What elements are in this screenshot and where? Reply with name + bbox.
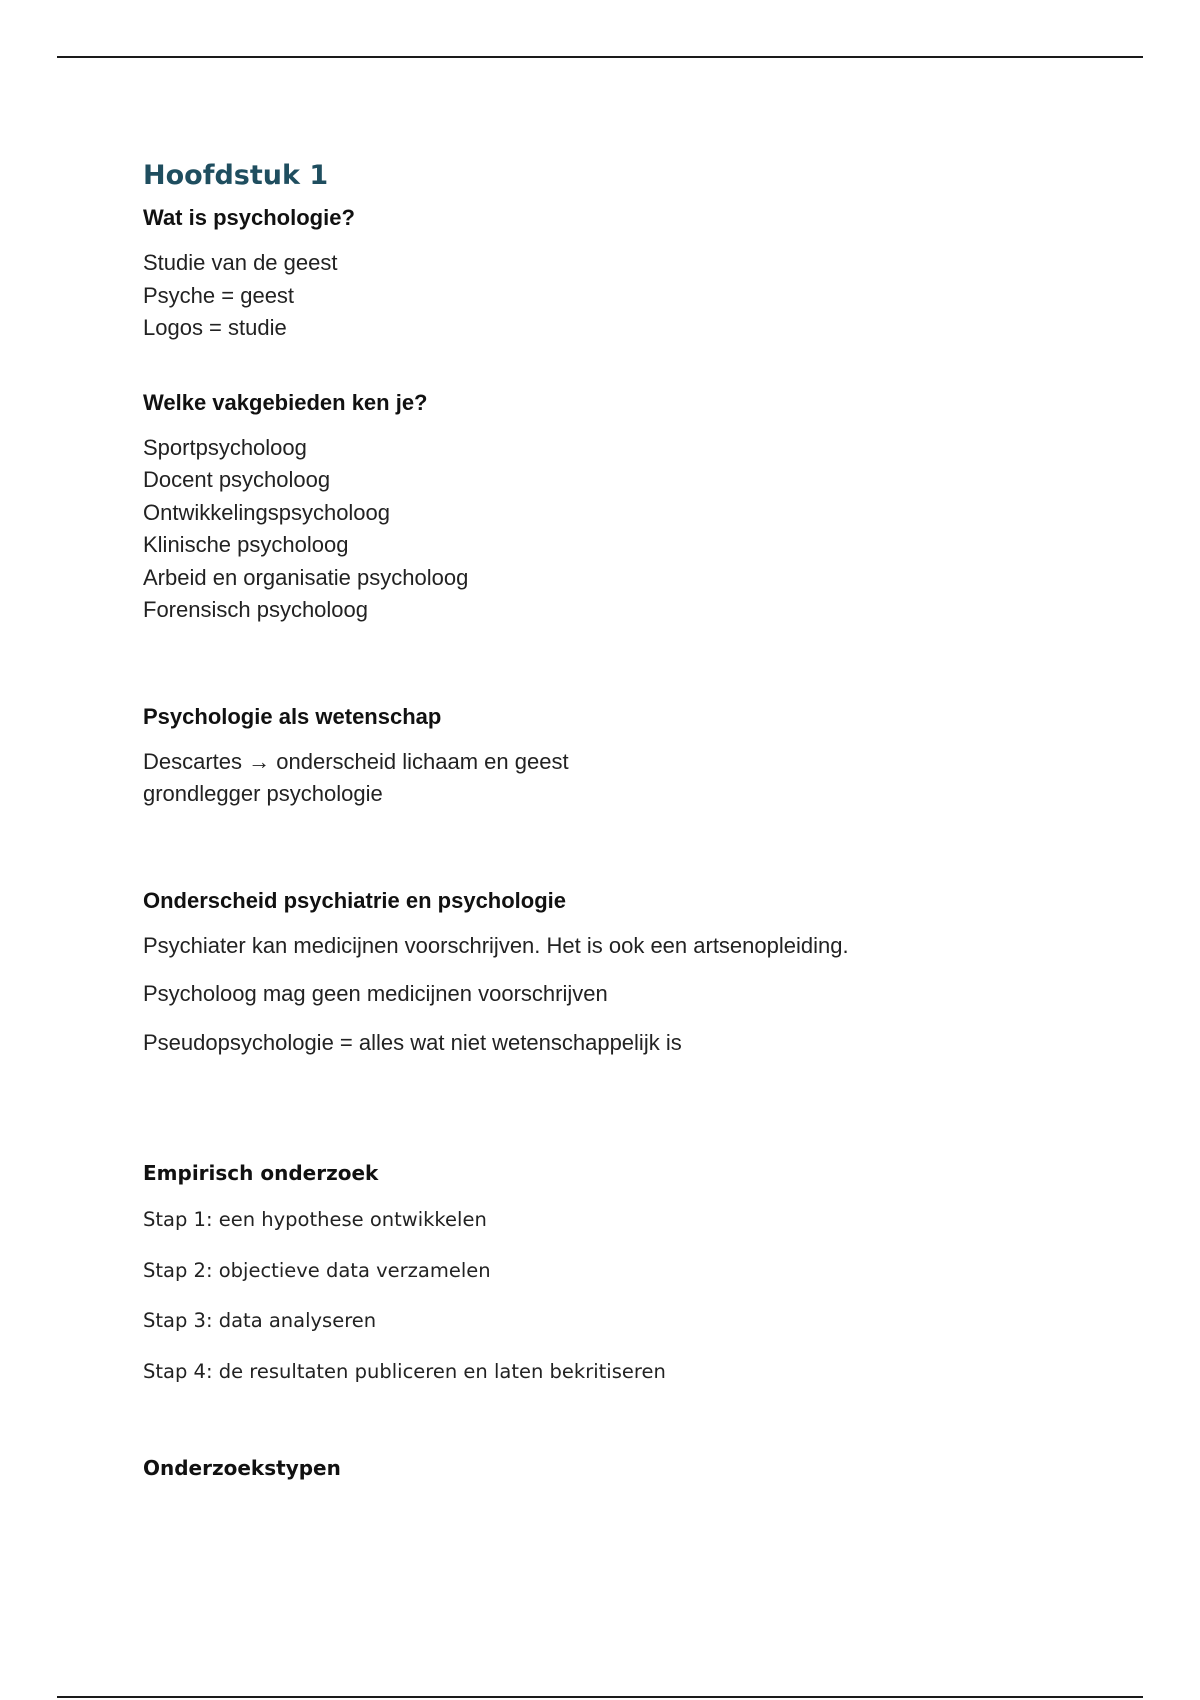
list-item: Studie van de geest	[143, 250, 338, 275]
section-empirisch-onderzoek	[143, 1159, 1093, 1388]
section-heading: Welke vakgebieden ken je?	[143, 389, 428, 415]
list-item: grondlegger psychologie	[143, 781, 383, 806]
list-item: Klinische psycholoog	[143, 532, 349, 557]
list-item: Arbeid en organisatie psycholoog	[143, 564, 469, 590]
paragraph: Stap 3: data analyseren	[143, 1309, 377, 1332]
paragraph: Stap 2: objectieve data verzamelen	[143, 1258, 491, 1282]
paragraph: Psychiater kan medicijnen voorschrijven. Het is ook een artsenopleiding.	[143, 932, 849, 958]
section-onderscheid	[143, 887, 1093, 1060]
chapter-title: Hoofdstuk 1	[143, 160, 329, 191]
list-item: Logos = studie	[143, 315, 287, 340]
section-wat-is-psychologie	[143, 204, 1093, 345]
paragraph: Pseudopsychologie = alles wat niet wetenschappelijk is	[143, 1029, 682, 1055]
list-item: Forensisch psycholoog	[143, 597, 369, 622]
section-heading: Wat is psychologie?	[143, 205, 355, 230]
header-rule	[57, 56, 1143, 58]
section-psychologie-als-wetenschap	[143, 703, 1093, 811]
paragraph: Psycholoog mag geen medicijnen voorschrijven	[143, 981, 608, 1006]
footer-rule	[57, 1696, 1143, 1698]
paragraph: Stap 4: de resultaten publiceren en laten bekritiseren	[143, 1359, 666, 1383]
list-item: Ontwikkelingspsycholoog	[143, 499, 391, 525]
section-heading: Psychologie als wetenschap	[143, 703, 442, 729]
section-heading: Onderscheid psychiatrie en psychologie	[143, 887, 567, 913]
list-item: Docent psycholoog	[143, 467, 331, 492]
section-heading: Onderzoekstypen	[143, 1456, 341, 1480]
list-item: Psyche = geest	[143, 282, 295, 308]
list-item: Sportpsycholoog	[143, 434, 307, 460]
paragraph: Stap 1: een hypothese ontwikkelen	[143, 1208, 487, 1231]
document-body	[143, 158, 1093, 1482]
section-onderzoekstypen	[143, 1454, 1093, 1482]
list-item: Descartes → onderscheid lichaam en geest	[143, 748, 569, 774]
section-vakgebieden	[143, 389, 1093, 627]
section-heading: Empirisch onderzoek	[143, 1161, 379, 1185]
